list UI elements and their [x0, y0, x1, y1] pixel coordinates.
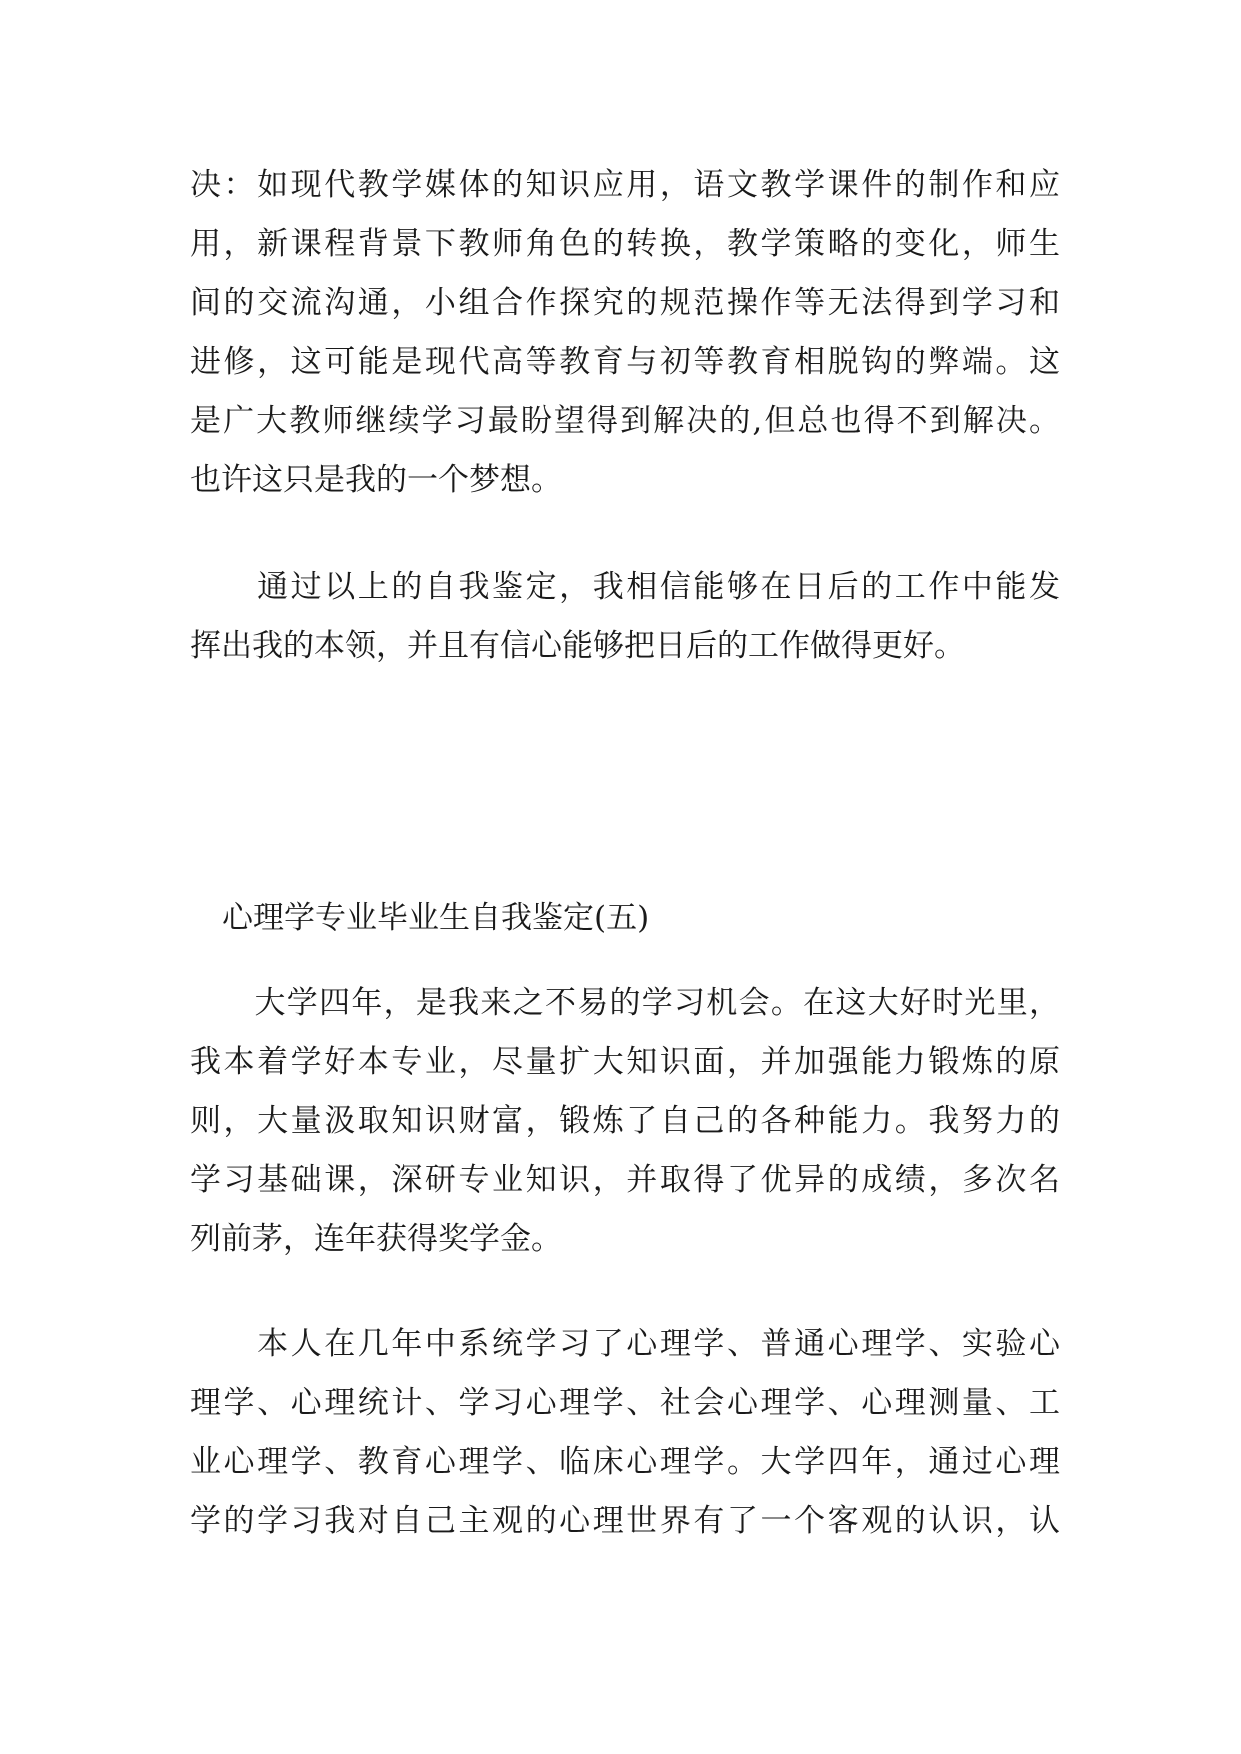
paragraph-1-line-6: 也许这只是我的一个梦想。 [190, 462, 562, 498]
paragraph-4-line-4: 学的学习我对自己主观的心理世界有了一个客观的认识，认 [190, 1503, 1060, 1539]
paragraph-1-line-2: 用，新课程背景下教师角色的转换，教学策略的变化，师生 [190, 226, 1060, 262]
paragraph-2-line-2: 挥出我的本领，并且有信心能够把日后的工作做得更好。 [190, 628, 965, 664]
paragraph-1-line-3: 间的交流沟通，小组合作探究的规范操作等无法得到学习和 [190, 285, 1060, 321]
paragraph-3-line-3: 则，大量汲取知识财富，锻炼了自己的各种能力。我努力的 [190, 1103, 1060, 1139]
paragraph-1-line-4: 进修，这可能是现代高等教育与初等教育相脱钩的弊端。这 [190, 344, 1060, 380]
paragraph-4-line-2: 理学、心理统计、学习心理学、社会心理学、心理测量、工 [190, 1385, 1060, 1421]
paragraph-4-line-1: 本人在几年中系统学习了心理学、普通心理学、实验心 [190, 1326, 1060, 1362]
paragraph-4-line-3: 业心理学、教育心理学、临床心理学。大学四年，通过心理 [190, 1444, 1060, 1480]
paragraph-1-line-1: 决：如现代教学媒体的知识应用，语文教学课件的制作和应 [190, 167, 1060, 203]
paragraph-3-line-1: 大学四年，是我来之不易的学习机会。在这大好时光里， [190, 985, 1060, 1021]
paragraph-3-line-5: 列前茅，连年获得奖学金。 [190, 1221, 562, 1257]
section-heading: 心理学专业毕业生自我鉴定(五) [222, 900, 650, 936]
paragraph-3-line-2: 我本着学好本专业，尽量扩大知识面，并加强能力锻炼的原 [190, 1044, 1060, 1080]
paragraph-3-line-4: 学习基础课，深研专业知识，并取得了优异的成绩，多次名 [190, 1162, 1060, 1198]
paragraph-2-line-1: 通过以上的自我鉴定，我相信能够在日后的工作中能发 [190, 569, 1060, 605]
paragraph-1-line-5: 是广大教师继续学习最盼望得到解决的,但总也得不到解决。 [190, 403, 1060, 439]
